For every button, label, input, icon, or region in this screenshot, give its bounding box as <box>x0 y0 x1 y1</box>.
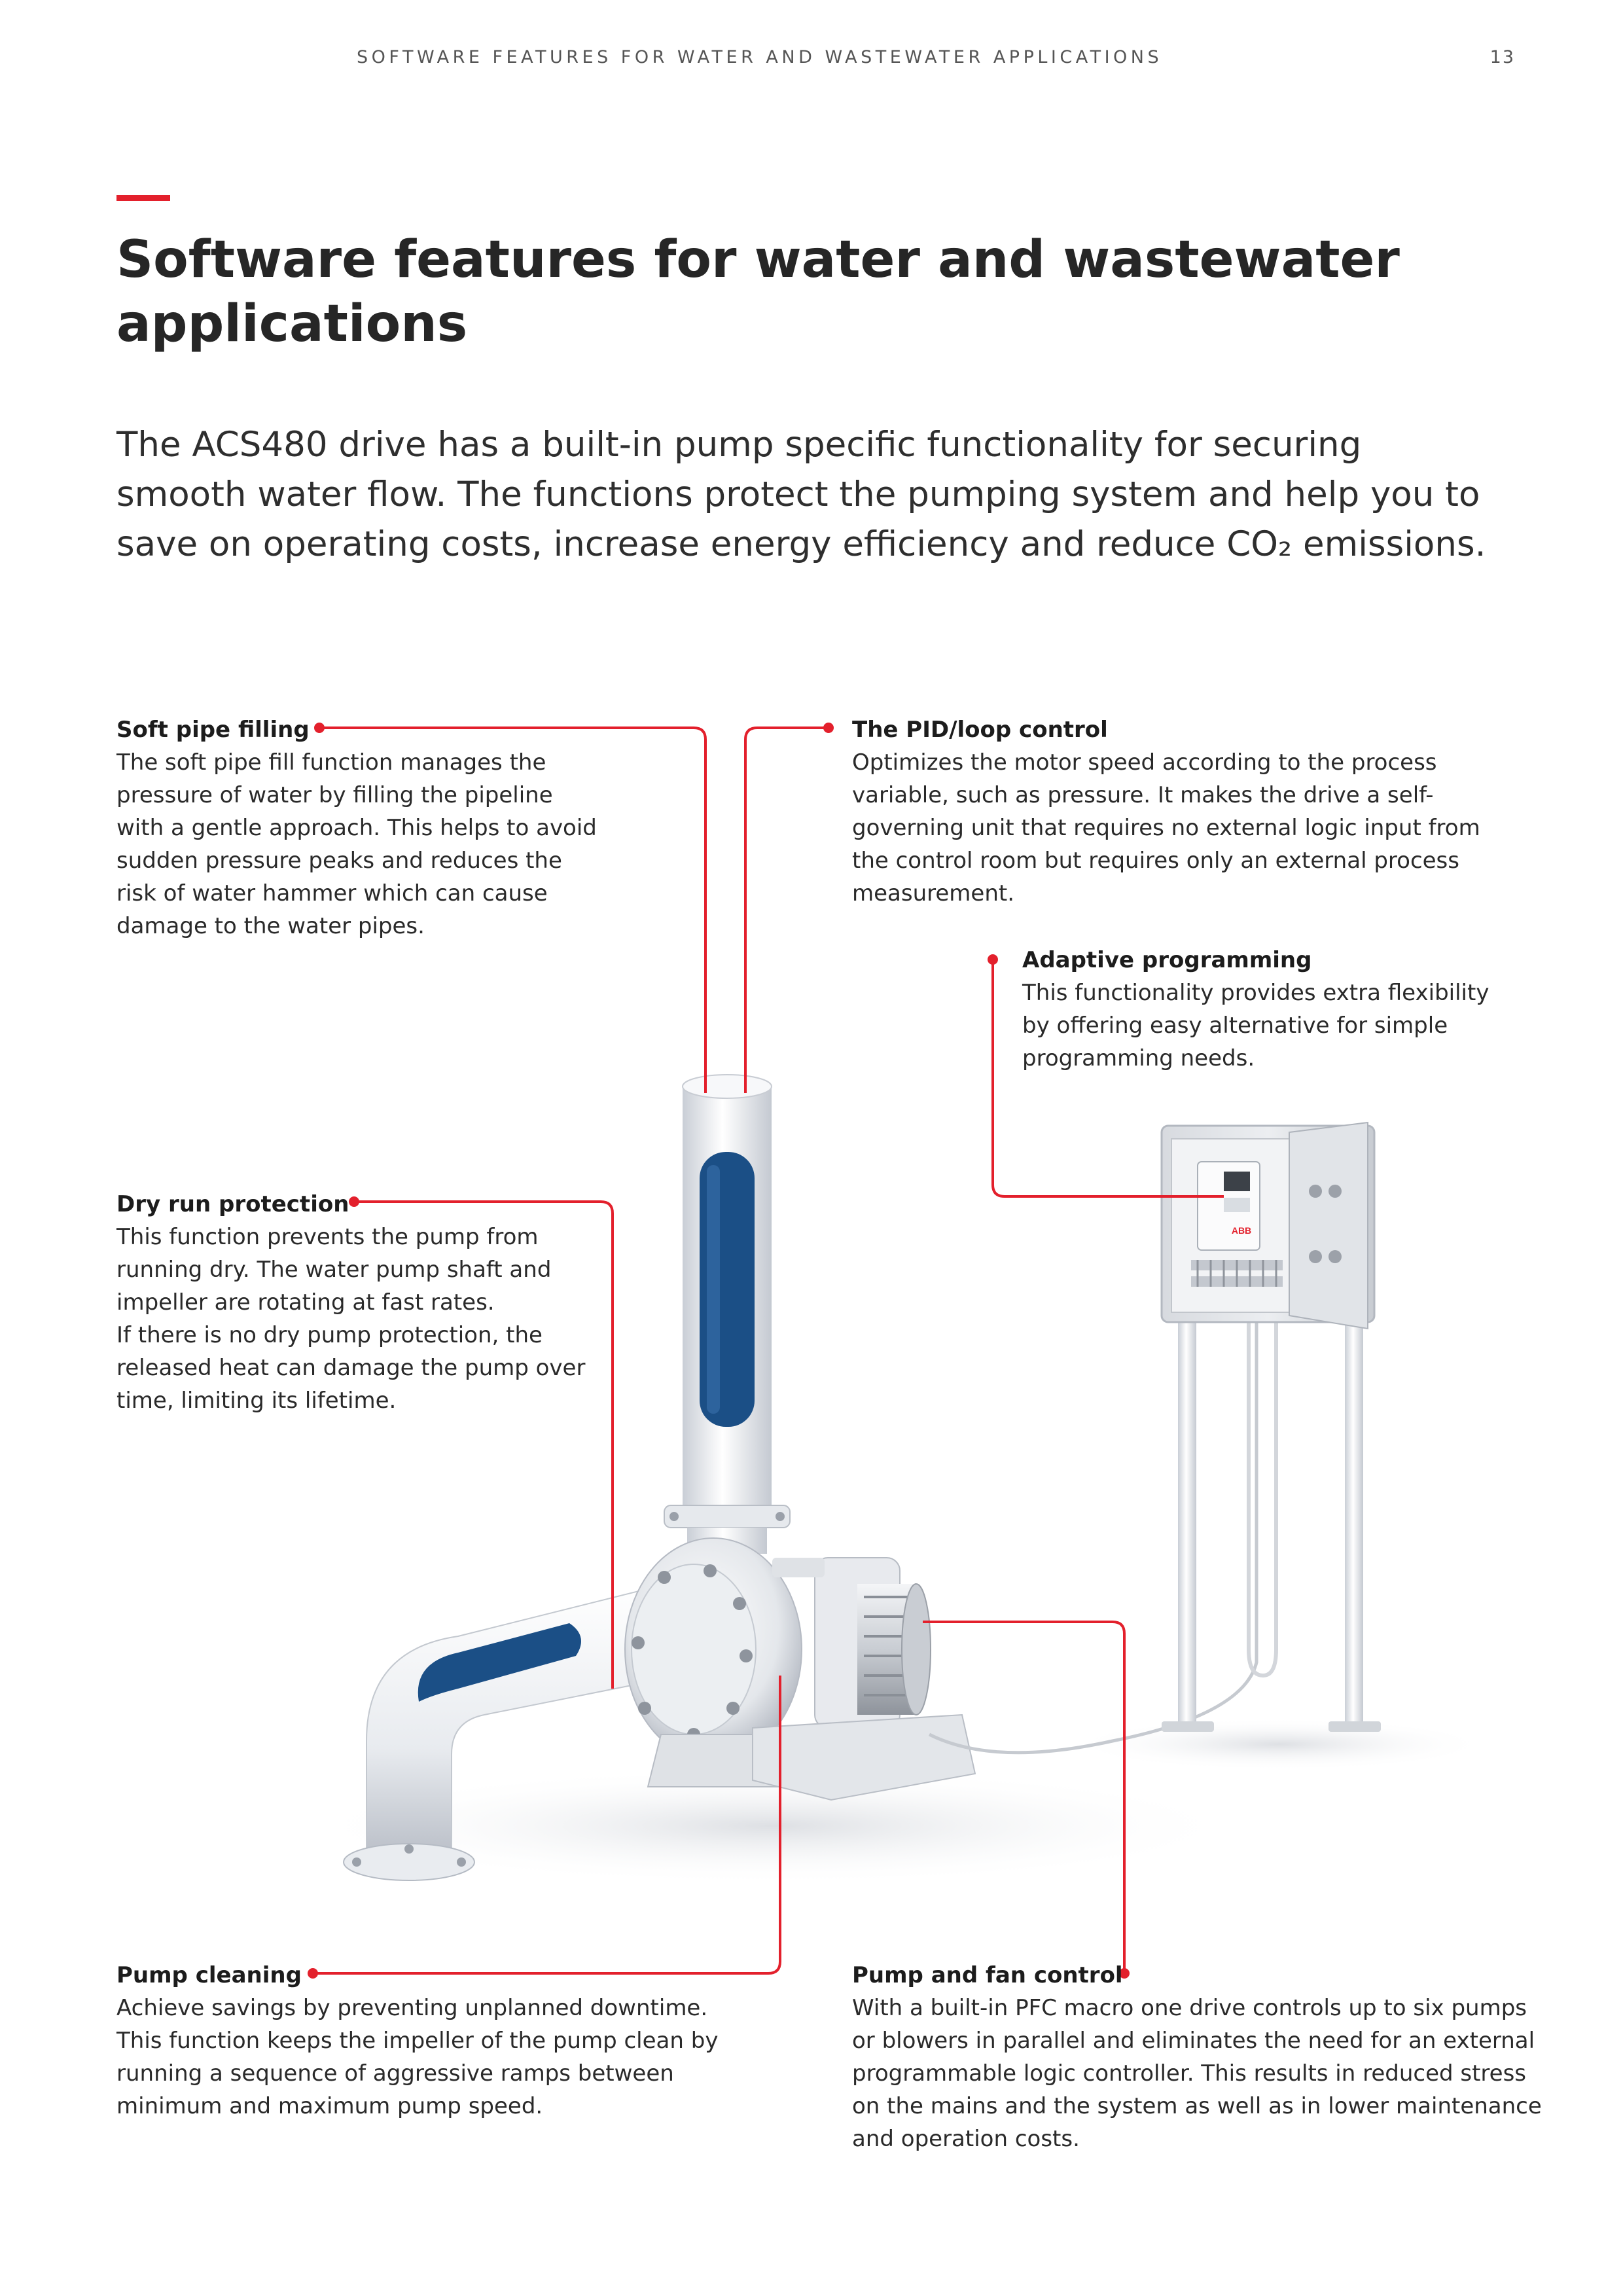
callout-dot <box>823 723 834 733</box>
page-title: Software features for water and wastewater applications <box>116 230 1400 353</box>
running-header: SOFTWARE FEATURES FOR WATER AND WASTEWATER APPLICATIONS <box>357 47 1163 67</box>
intro-paragraph: The ACS480 drive has a built-in pump specific functionality for securing smooth water flow. The functions protect the pumping system and help you to save on operating costs, increase energy efficiency and reduce CO₂ emissions. <box>116 425 1486 564</box>
feature-heading: The PID/loop control <box>852 717 1108 743</box>
feature-soft-pipe-filling <box>116 713 653 942</box>
feature-heading: Adaptive programming <box>1022 947 1312 973</box>
abb-logo: ABB <box>1231 1225 1252 1236</box>
pump-fan-control-leader <box>923 1622 1124 1973</box>
feature-body: With a built-in PFC macro one drive controls up to six pumps or blowers in parallel and eliminates the need for an external programmable logic controller. This results in reduced stress on the mains and the system as well as in lower maintenance and operation costs. <box>852 1995 1542 2152</box>
feature-heading: Pump cleaning <box>116 1962 302 1988</box>
pump-cleaning-leader <box>313 1676 780 1973</box>
feature-heading: Dry run protection <box>116 1191 349 1217</box>
feature-adaptive-programming <box>1022 944 1546 1075</box>
feature-body: Optimizes the motor speed according to the process variable, such as pressure. It makes the drive a self- governing unit that requires no external logic input from the control room but requires only an external process measurement. <box>852 749 1480 906</box>
feature-pump-cleaning <box>116 1959 784 2123</box>
feature-body: This functionality provides extra flexibility by offering easy alternative for simple programming needs. <box>1022 980 1489 1071</box>
feature-heading: Soft pipe filling <box>116 717 310 743</box>
feature-body: Achieve savings by preventing unplanned downtime. This function keeps the impeller of the pump clean by running a sequence of aggressive ramps between minimum and maximum pump speed. <box>116 1995 719 2119</box>
feature-pump-fan-control <box>852 1959 1572 2155</box>
callout-dot <box>988 954 998 965</box>
feature-pid-loop-control <box>852 713 1533 910</box>
page-number: 13 <box>1489 47 1515 67</box>
feature-dry-run-protection <box>116 1188 627 1417</box>
pid-loop-leader <box>745 728 829 1093</box>
feature-heading: Pump and fan control <box>852 1962 1123 1988</box>
feature-body: The soft pipe fill function manages the pressure of water by filling the pipeline with a gentle approach. This helps to avoid sudden pressure peaks and reduces the risk of water hammer which can cause damage to the water pipes. <box>116 749 597 939</box>
feature-body: This function prevents the pump from running dry. The water pump shaft and impeller are rotating at fast rates. If there is no dry pump protection, the released heat can damage the pump over time, limiting its lifetime. <box>116 1224 586 1414</box>
